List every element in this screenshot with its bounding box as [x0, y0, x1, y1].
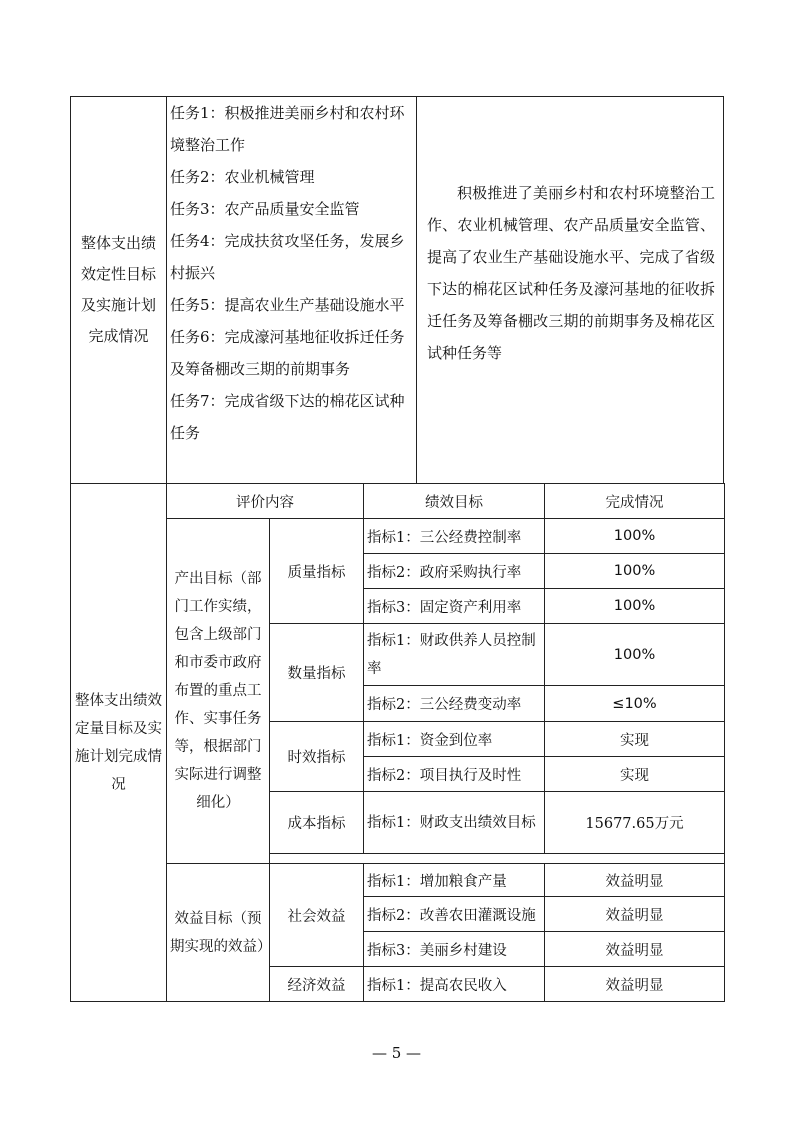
indicator-value: 实现	[545, 757, 725, 792]
task-item: 任务7：完成省级下达的棉花区试种任务	[170, 392, 405, 442]
indicator-name: 指标2：改善农田灌溉设施	[364, 897, 545, 932]
task-item: 任务6：完成濠河基地征收拆迁任务及筹备棚改三期的前期事务	[170, 328, 405, 378]
timeliness-label: 时效指标	[270, 722, 364, 792]
header-target: 绩效目标	[364, 484, 545, 519]
benefit-goal-label: 效益目标（预期实现的效益）	[167, 864, 270, 1002]
task-item: 任务2：农业机械管理	[170, 168, 315, 186]
social-label: 社会效益	[270, 864, 364, 967]
indicator-name: 指标1：增加粮食产量	[364, 864, 545, 897]
qualitative-section	[70, 96, 724, 484]
indicator-value: 效益明显	[545, 864, 725, 897]
indicator-value: ≤10%	[545, 686, 725, 722]
indicator-value: 100%	[545, 554, 725, 589]
indicator-value: 100%	[545, 589, 725, 624]
economic-label: 经济效益	[270, 967, 364, 1002]
table-row	[71, 864, 725, 897]
page-number: — 5 —	[371, 1044, 422, 1062]
indicator-value: 效益明显	[545, 897, 725, 932]
header-content: 评价内容	[167, 484, 364, 519]
task-list	[167, 97, 417, 483]
header-status: 完成情况	[545, 484, 725, 519]
indicator-name: 指标1：财政支出绩效目标	[364, 792, 545, 854]
cost-label: 成本指标	[270, 792, 364, 854]
indicator-name: 指标1：提高农民收入	[364, 967, 545, 1002]
indicator-name: 指标2：政府采购执行率	[364, 554, 545, 589]
performance-table	[70, 96, 724, 1002]
indicator-name: 指标3：固定资产利用率	[364, 589, 545, 624]
task-item: 任务3：农产品质量安全监管	[170, 200, 360, 218]
table-row	[71, 519, 725, 554]
quantitative-label: 整体支出绩效定量目标及实施计划完成情况	[71, 484, 167, 1002]
task-item: 任务4：完成扶贫攻坚任务，发展乡村振兴	[170, 232, 405, 282]
quality-label: 质量指标	[270, 519, 364, 624]
indicator-value: 15677.65万元	[545, 792, 725, 854]
indicator-value: 100%	[545, 519, 725, 554]
qualitative-summary: 积极推进了美丽乡村和农村环境整治工作、农业机械管理、农产品质量安全监管、提高了农业生产基础设施水平、完成了省级下达的棉花区试种任务及濠河基地的征收拆迁任务及筹备棚改三期的前期事务及棉花区试种任务等	[427, 184, 715, 362]
quantity-label: 数量指标	[270, 624, 364, 722]
indicator-value: 效益明显	[545, 932, 725, 967]
indicator-value: 100%	[545, 624, 725, 686]
quantitative-table	[70, 483, 725, 1002]
task-item: 任务1：积极推进美丽乡村和农村环境整治工作	[170, 104, 405, 154]
indicator-value: 实现	[545, 722, 725, 757]
header-row	[71, 484, 725, 519]
indicator-name: 指标1：财政供养人员控制率	[364, 624, 545, 686]
task-item: 任务5：提高农业生产基础设施水平	[170, 296, 405, 314]
indicator-name: 指标2：三公经费变动率	[364, 686, 545, 722]
indicator-name: 指标3：美丽乡村建设	[364, 932, 545, 967]
indicator-name: 指标1：资金到位率	[364, 722, 545, 757]
output-goal-label: 产出目标（部门工作实绩，包含上级部门和市委市政府布置的重点工作、实事任务等，根据部门实际进行调整细化）	[167, 519, 270, 864]
spacer-cell	[270, 854, 725, 864]
qualitative-label: 整体支出绩效定性目标及实施计划完成情况	[71, 97, 167, 483]
indicator-name: 指标2：项目执行及时性	[364, 757, 545, 792]
indicator-value: 效益明显	[545, 967, 725, 1002]
indicator-name: 指标1：三公经费控制率	[364, 519, 545, 554]
